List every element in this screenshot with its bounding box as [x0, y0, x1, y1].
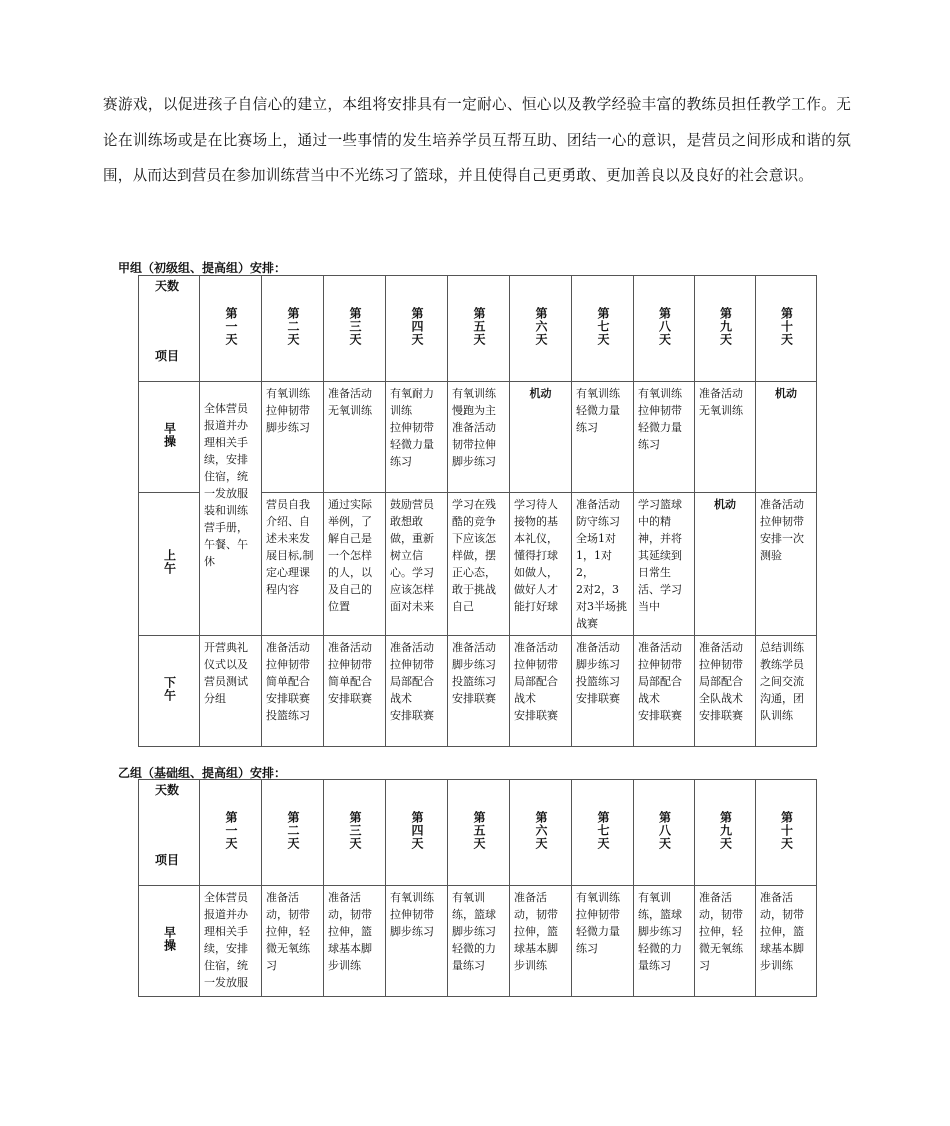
table-cell: 准备活动 拉伸韧带 局部配合 战术 安排联赛: [634, 636, 695, 747]
merged-first-day-cell: 全体营员报道并办理相关手续，安排住宿，统一发放服装和训练营手册，午餐、午休: [200, 382, 262, 636]
day-header: 第六天: [510, 276, 572, 382]
day-header: 第六天: [510, 780, 572, 886]
table-cell: 准备活动 拉伸韧带 局部配合 战术 安排联赛: [510, 636, 572, 747]
table-cell: 准备活动 拉伸韧带 简单配合 安排联赛 投篮练习: [262, 636, 324, 747]
corner-cell: [139, 276, 200, 382]
table-cell: 全体营员报道并办理相关手续，安排住宿，统一发放服: [200, 886, 262, 997]
schedule-table-a: [138, 275, 817, 747]
day-header: 第九天: [695, 276, 756, 382]
corner-days-label: 天数: [155, 783, 180, 797]
table-cell: 学习篮球中的精神，并将其延续到日常生活、学习当中: [634, 493, 695, 636]
table-cell: 营员自我介绍、自述未来发展目标,制定心理课程内容: [262, 493, 324, 636]
table-cell: 机动: [756, 382, 817, 493]
table-cell: 准备活动 拉伸韧带 局部配合 战术 安排联赛: [386, 636, 448, 747]
day-header: 第十天: [756, 780, 817, 886]
table-cell: 机动: [695, 493, 756, 636]
day-header: 第七天: [572, 276, 634, 382]
table-cell: 有氧训练，篮球脚步练习 轻微的力量练习: [448, 886, 510, 997]
corner-item-label: 项目: [155, 349, 180, 363]
table-cell: 准备活动，韧带拉伸，轻微无氧练习: [695, 886, 756, 997]
row-label-morning-exercise: 早操: [139, 382, 200, 493]
table-cell: 总结训练 教练学员之间交流沟通，团队训练: [756, 636, 817, 747]
table-b-caption: 乙组（基础组、提高组）安排：: [118, 766, 287, 780]
table-cell: 开营典礼仪式以及营员测试分组: [200, 636, 262, 747]
intro-paragraph: 赛游戏，以促进孩子自信心的建立，本组将安排具有一定耐心、恒心以及教学经验丰富的教练员担任教学工作。无论在训练场或是在比赛场上，通过一些事情的发生培养学员互帮互助、团结一心的意识，是营员之间形成和谐的氛围，从而达到营员在参加训练营当中不光练习了篮球，并且使得自己更勇敢、更加善良以及良好的社会意识。: [103, 96, 851, 184]
day-header: 第一天: [200, 276, 262, 382]
header-row: [139, 780, 817, 886]
table-cell: 学习待人接物的基本礼仪，懂得打球如做人，做好人才能打好球: [510, 493, 572, 636]
day-header: 第五天: [448, 276, 510, 382]
day-header: 第四天: [386, 780, 448, 886]
day-header: 第七天: [572, 780, 634, 886]
table-row: [139, 636, 817, 747]
day-header: 第二天: [262, 780, 324, 886]
table-a-caption: 甲组（初级组、提高组）安排：: [118, 261, 287, 275]
table-cell: 准备活动 拉伸韧带 安排一次测验: [756, 493, 817, 636]
table-cell: 准备活动 拉伸韧带 简单配合 安排联赛: [324, 636, 386, 747]
day-header: 第四天: [386, 276, 448, 382]
table-cell: 准备活动 无氧训练: [324, 382, 386, 493]
table-cell: 准备活动，韧带拉伸，轻微无氧练习: [262, 886, 324, 997]
table-cell: 有氧训练 拉伸韧带 轻微力量练习: [634, 382, 695, 493]
table-row: [139, 382, 817, 493]
table-cell: 有氧训练 轻微力量练习: [572, 382, 634, 493]
day-header: 第五天: [448, 780, 510, 886]
corner-item-label: 项目: [155, 853, 180, 867]
table-cell: 有氧训练 拉伸韧带 脚步练习: [386, 886, 448, 997]
corner-cell: [139, 780, 200, 886]
table-cell: 准备活动，韧带拉伸，篮球基本脚步训练: [324, 886, 386, 997]
day-header: 第八天: [634, 780, 695, 886]
header-row: [139, 276, 817, 382]
row-label-morning-exercise: 早操: [139, 886, 200, 997]
table-cell: 学习在残酷的竞争下应该怎样做，摆正心态，敢于挑战自己: [448, 493, 510, 636]
table-cell: 有氧训练 拉伸韧带 轻微力量练习: [572, 886, 634, 997]
table-cell: 准备活动，韧带拉伸，篮球基本脚步训练: [756, 886, 817, 997]
schedule-table-b: [138, 779, 817, 997]
table-cell: 机动: [510, 382, 572, 493]
day-header: 第三天: [324, 276, 386, 382]
table-cell: 有氧训练慢跑为主 准备活动 韧带拉伸 脚步练习: [448, 382, 510, 493]
table-cell: 准备活动 防守练习 全场1对1，1对2， 2对2，3对3半场挑战赛: [572, 493, 634, 636]
table-cell: 准备活动 无氧训练: [695, 382, 756, 493]
table-cell: 有氧训练 拉伸韧带 脚步练习: [262, 382, 324, 493]
table-cell: 准备活动 拉伸韧带 局部配合 全队战术 安排联赛: [695, 636, 756, 747]
day-header: 第一天: [200, 780, 262, 886]
table-cell: 准备活动，韧带拉伸，篮球基本脚步训练: [510, 886, 572, 997]
table-cell: 准备活动 脚步练习 投篮练习 安排联赛: [572, 636, 634, 747]
day-header: 第九天: [695, 780, 756, 886]
day-header: 第三天: [324, 780, 386, 886]
row-label-morning: 上午: [139, 493, 200, 636]
day-header: 第二天: [262, 276, 324, 382]
table-cell: 鼓励营员敢想敢做，重新树立信心。学习应该怎样面对未来: [386, 493, 448, 636]
table-cell: 通过实际举例，了解自己是一个怎样的人，以及自己的位置: [324, 493, 386, 636]
day-header: 第十天: [756, 276, 817, 382]
row-label-afternoon: 下午: [139, 636, 200, 747]
table-cell: 准备活动 脚步练习 投篮练习 安排联赛: [448, 636, 510, 747]
corner-days-label: 天数: [155, 279, 180, 293]
table-row: [139, 886, 817, 997]
table-cell: 有氧耐力训练 拉伸韧带 轻微力量练习: [386, 382, 448, 493]
table-cell: 有氧训练，篮球脚步练习 轻微的力量练习: [634, 886, 695, 997]
day-header: 第八天: [634, 276, 695, 382]
